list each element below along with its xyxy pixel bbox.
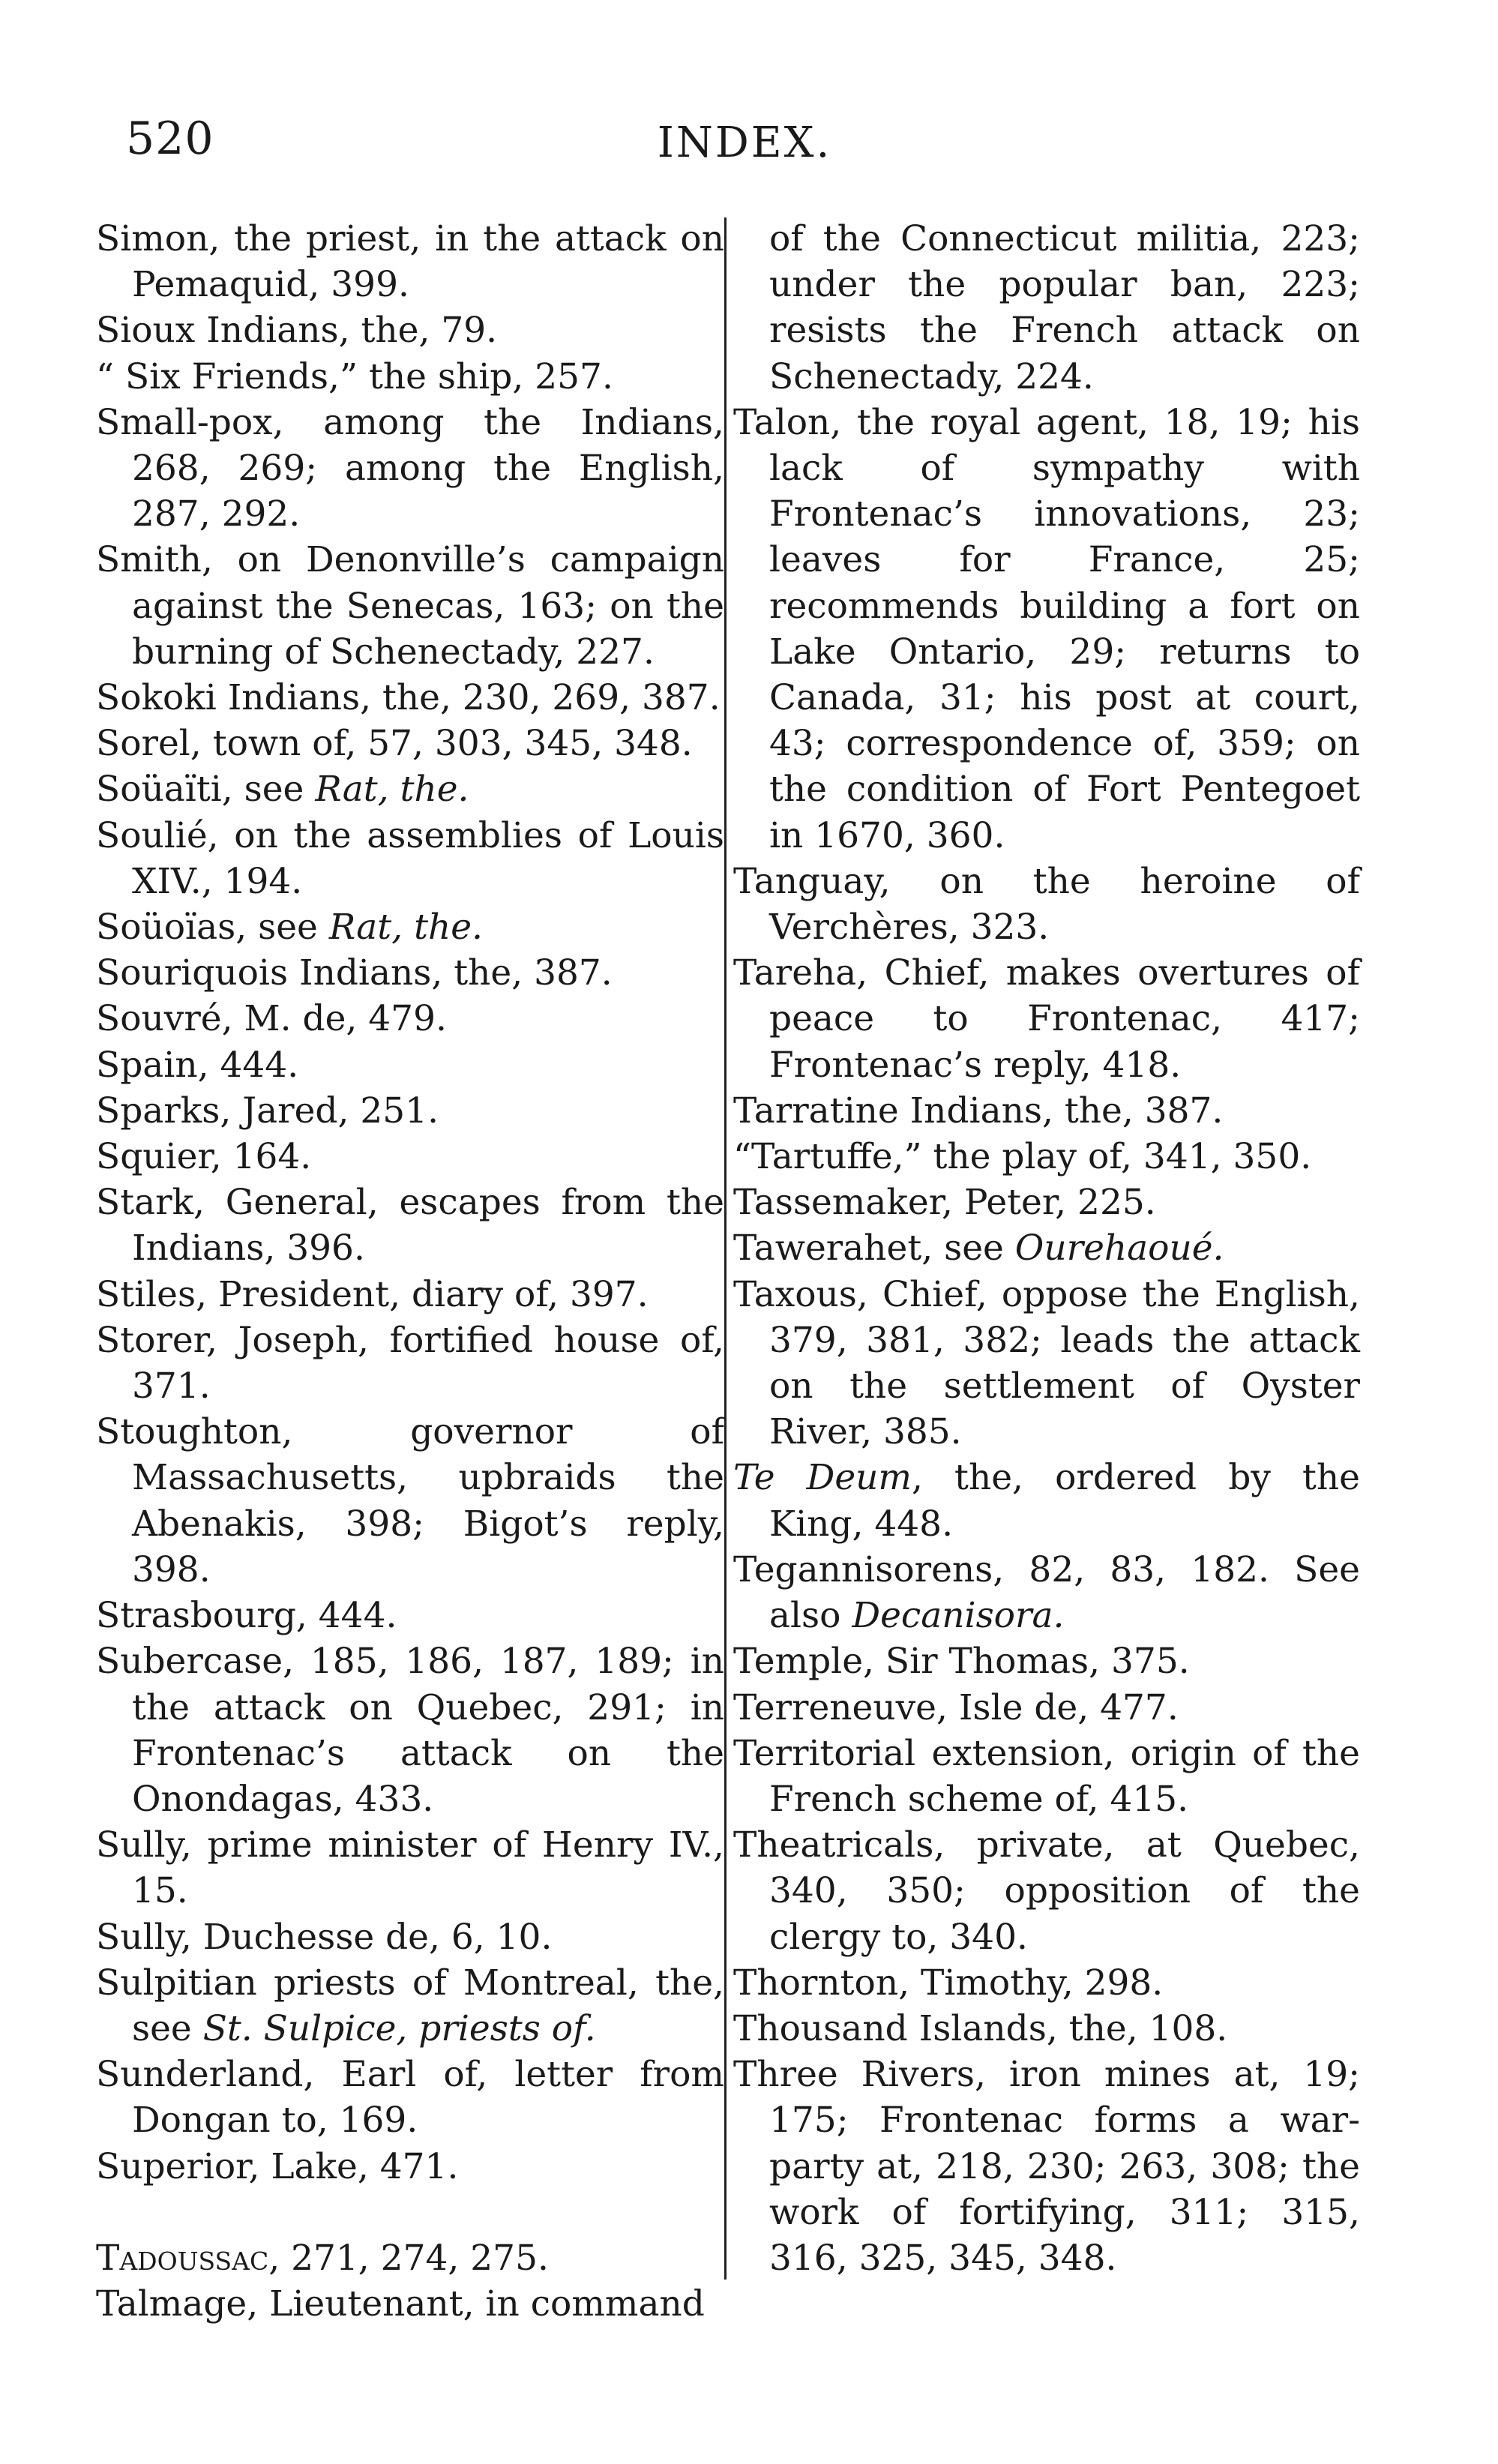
index-entry: Te Deum, the, ordered by the King, 448. bbox=[733, 1457, 1360, 1545]
index-entry: Talmage, Lieutenant, in command bbox=[96, 2283, 705, 2325]
index-entry: Tegannisorens, 82, 83, 182. See also Decanisora. bbox=[733, 1548, 1360, 1637]
index-entry: Smith, on Denonville’s campaign against the Senecas, 163; on the burning of Schenectady, 227. bbox=[96, 539, 724, 673]
index-entry: Subercase, 185, 186, 187, 189; in the attack on Quebec, 291; in Frontenac’s attack on the Onondagas, 433. bbox=[96, 1641, 724, 1820]
left-column bbox=[96, 216, 724, 2327]
index-entry: Souriquois Indians, the, 387. bbox=[96, 952, 613, 994]
index-entry: Three Rivers, iron mines at, 19; 175; Frontenac forms a war-party at, 218, 230; 263, 308; the work of fortifying, 311; 315, 316, 325, 345, 348. bbox=[733, 2054, 1360, 2279]
index-entry: Sioux Indians, the, 79. bbox=[96, 310, 498, 352]
index-entry: Stark, General, escapes from the Indians, 396. bbox=[96, 1182, 724, 1269]
index-entry: Taxous, Chief, oppose the English, 379, 381, 382; leads the attack on the settlement of Oyster River, 385. bbox=[733, 1273, 1360, 1453]
index-entry: Temple, Sir Thomas, 375. bbox=[733, 1641, 1190, 1683]
index-entry: Theatricals, private, at Quebec, 340, 350; opposition of the clergy to, 340. bbox=[733, 1824, 1360, 1958]
index-entry: Thousand Islands, the, 108. bbox=[733, 2007, 1228, 2049]
section-gap bbox=[96, 2190, 724, 2235]
index-entry: Storer, Joseph, fortified house of, 371. bbox=[96, 1319, 724, 1407]
index-entry: Stoughton, governor of Massachusetts, upbraids the Abenakis, 398; Bigot’s reply, 398. bbox=[96, 1411, 724, 1590]
index-entry: Strasbourg, 444. bbox=[96, 1595, 397, 1637]
index-entry: Tawerahet, see Ourehaoué. bbox=[733, 1228, 1224, 1269]
index-entry: Sulpitian priests of Montreal, the, see St. Sulpice, priests of. bbox=[96, 1962, 724, 2049]
index-entry: Tadoussac, 271, 274, 275. bbox=[96, 2237, 549, 2279]
running-heading: INDEX. bbox=[657, 118, 832, 167]
page-number: 520 bbox=[126, 112, 214, 165]
index-entry: Superior, Lake, 471. bbox=[96, 2145, 459, 2187]
index-entry: Talon, the royal agent, 18, 19; his lack of sympathy with Frontenac’s innovations, 23; leaves for France, 25; recommends building a fort on Lake Ontario, 29; returns to Canada, 31; his post at court, 43; correspondence of, 359; on the condition of Fort Pentegoet in 1670, 360. bbox=[733, 401, 1360, 856]
index-entry: Soüaïti, see Rat, the. bbox=[96, 769, 469, 811]
index-entry: Soulié, on the assemblies of Louis XIV., 194. bbox=[96, 814, 724, 902]
index-entry: Tanguay, on the heroine of Verchères, 323. bbox=[733, 860, 1360, 949]
index-entry: Small-pox, among the Indians, 268, 269; among the English, 287, 292. bbox=[96, 401, 724, 535]
column-divider bbox=[724, 217, 727, 2280]
index-entry: Sunderland, Earl of, letter from Dongan to, 169. bbox=[96, 2054, 724, 2142]
index-entry: “ Six Friends,” the ship, 257. bbox=[96, 355, 613, 397]
index-entry: “Tartuffe,” the play of, 341, 350. bbox=[733, 1136, 1312, 1178]
right-column bbox=[733, 216, 1360, 2281]
index-entry: Simon, the priest, in the attack on Pemaquid, 399. bbox=[96, 218, 724, 306]
index-entry: Thornton, Timothy, 298. bbox=[733, 1962, 1164, 2004]
index-entry: Stiles, President, diary of, 397. bbox=[96, 1273, 649, 1315]
index-entry: Souvré, M. de, 479. bbox=[96, 998, 447, 1040]
index-entry: Territorial extension, origin of the French scheme of, 415. bbox=[733, 1732, 1360, 1820]
index-entry: Sully, prime minister of Henry IV., 15. bbox=[96, 1824, 724, 1912]
index-entry: Tareha, Chief, makes overtures of peace to Frontenac, 417; Frontenac’s reply, 418. bbox=[733, 952, 1360, 1086]
index-entry: Terreneuve, Isle de, 477. bbox=[733, 1686, 1179, 1728]
index-entry: Sparks, Jared, 251. bbox=[96, 1090, 439, 1132]
index-entry: Soüoïas, see Rat, the. bbox=[96, 907, 483, 949]
index-entry: Sorel, town of, 57, 303, 345, 348. bbox=[96, 723, 693, 765]
index-entry: Tarratine Indians, the, 387. bbox=[733, 1090, 1224, 1132]
index-entry: Tassemaker, Peter, 225. bbox=[733, 1182, 1156, 1224]
index-entry: Squier, 164. bbox=[96, 1136, 312, 1178]
index-entry: Sokoki Indians, the, 230, 269, 387. bbox=[96, 677, 721, 719]
page-header bbox=[126, 112, 1363, 180]
index-entry: Spain, 444. bbox=[96, 1044, 299, 1086]
index-entry: Sully, Duchesse de, 6, 10. bbox=[96, 1916, 553, 1958]
index-entry-continued: of the Connecticut militia, 223; under the popular ban, 223; resists the French attack on Schenectady, 224. bbox=[769, 218, 1360, 397]
